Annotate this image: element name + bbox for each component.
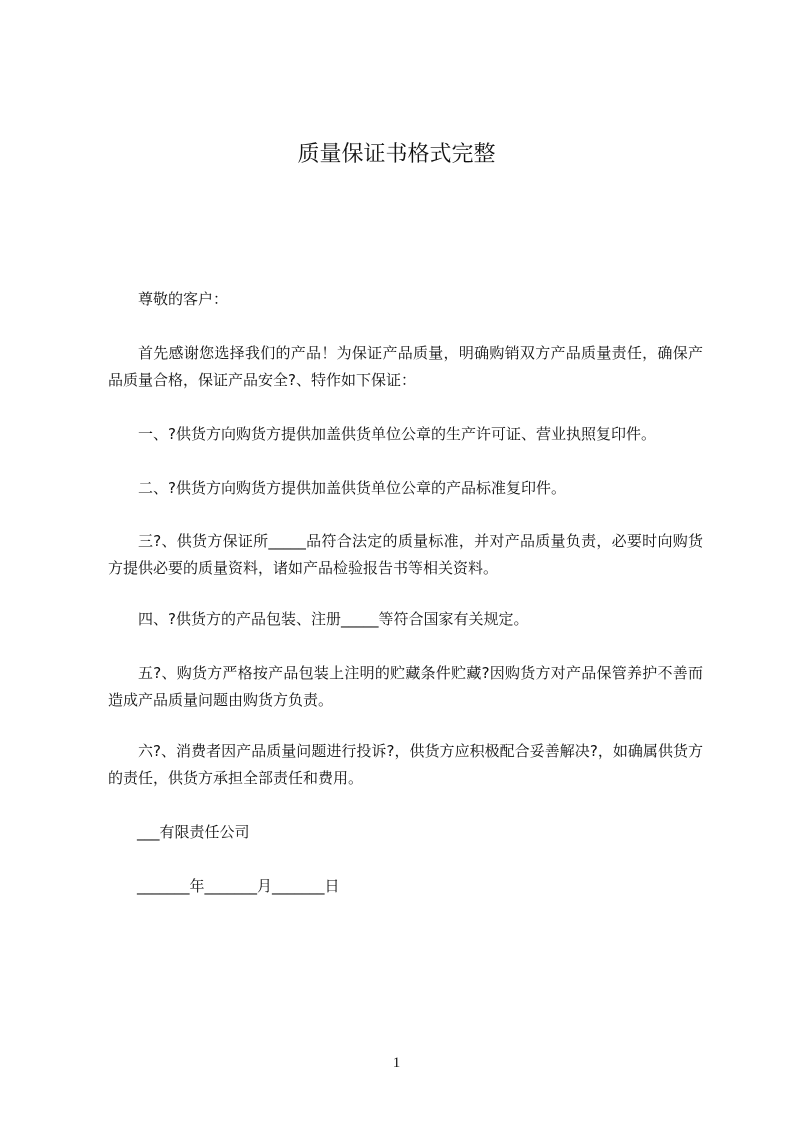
document-title: 质量保证书格式完整: [297, 142, 496, 167]
salutation: 尊敬的客户：: [138, 290, 229, 308]
company-signature: ___有限责任公司: [137, 823, 250, 841]
clause-1: 一、?供货方向购货方提供加盖供货单位公章的生产许可证、营业执照复印件。: [138, 425, 656, 443]
clause-5: 五?、购货方严格按产品包装上注明的贮藏条件贮藏?因购货方对产品保管养护不善而造成产品质量问题由购货方负责。: [108, 664, 703, 709]
clause-6: 六?、消费者因产品质量问题进行投诉?，供货方应积极配合妥善解决?，如确属供货方的责任，供货方承担全部责任和费用。: [108, 742, 703, 787]
signature-date: _______年_______月_______日: [137, 877, 340, 895]
intro-paragraph: 首先感谢您选择我们的产品！为保证产品质量，明确购销双方产品质量责任，确保产品质量合格，保证产品安全?、特作如下保证：: [108, 344, 703, 389]
clause-2: 二、?供货方向购货方提供加盖供货单位公章的产品标准复印件。: [138, 479, 566, 497]
clause-4: 四、?供货方的产品包装、注册_____等符合国家有关规定。: [138, 610, 529, 628]
clause-3: 三?、供货方保证所_____品符合法定的质量标准，并对产品质量负责，必要时向购货方提供必要的质量资料，诸如产品检验报告书等相关资料。: [108, 532, 703, 577]
page-number: 1: [392, 1055, 401, 1071]
